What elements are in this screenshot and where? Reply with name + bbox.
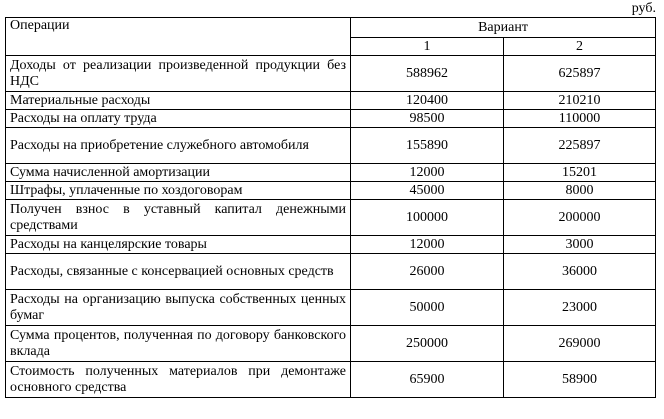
table-row	[6, 164, 656, 182]
table-row	[6, 236, 656, 254]
variant-2-value: 58900	[504, 362, 656, 398]
table-row	[6, 128, 656, 164]
header-variant-1: 1	[351, 38, 504, 56]
table-row	[6, 182, 656, 200]
table-row	[6, 56, 656, 92]
operation-cell: Расходы на приобретение служебного автомобиля	[6, 128, 351, 164]
operation-cell: Расходы на оплату труда	[6, 110, 351, 128]
variant-2-value: 23000	[504, 290, 656, 326]
currency-unit: руб.	[631, 1, 656, 16]
operation-cell: Расходы, связанные с консервацией основных средств	[6, 254, 351, 290]
operation-cell: Расходы на канцелярские товары	[6, 236, 351, 254]
header-variant-2: 2	[504, 38, 656, 56]
operation-cell: Получен взнос в уставный капитал денежными средствами	[6, 200, 351, 236]
table-row	[6, 110, 656, 128]
table-row	[6, 326, 656, 362]
variant-2-value: 110000	[504, 110, 656, 128]
variant-1-value: 155890	[351, 128, 504, 164]
variant-2-value: 269000	[504, 326, 656, 362]
operation-cell: Доходы от реализации произведенной продукции без НДС	[6, 56, 351, 92]
table-row	[6, 290, 656, 326]
operation-cell: Сумма процентов, полученная по договору банковского вклада	[6, 326, 351, 362]
variant-1-value: 12000	[351, 236, 504, 254]
variant-2-value: 625897	[504, 56, 656, 92]
operation-cell: Расходы на организацию выпуска собственных ценных бумаг	[6, 290, 351, 326]
table-row	[6, 362, 656, 398]
variant-1-value: 100000	[351, 200, 504, 236]
variant-1-value: 50000	[351, 290, 504, 326]
operation-cell: Стоимость полученных материалов при демонтаже основного средства	[6, 362, 351, 398]
variant-1-value: 12000	[351, 164, 504, 182]
header-variant: Вариант	[351, 18, 656, 38]
operation-cell: Сумма начисленной амортизации	[6, 164, 351, 182]
operation-cell: Материальные расходы	[6, 92, 351, 110]
operation-cell: Штрафы, уплаченные по хоздоговорам	[6, 182, 351, 200]
variant-1-value: 26000	[351, 254, 504, 290]
table-row	[6, 254, 656, 290]
table-row	[6, 92, 656, 110]
variant-2-value: 210210	[504, 92, 656, 110]
variant-2-value: 200000	[504, 200, 656, 236]
variant-1-value: 65900	[351, 362, 504, 398]
variant-2-value: 8000	[504, 182, 656, 200]
variant-2-value: 225897	[504, 128, 656, 164]
variant-2-value: 36000	[504, 254, 656, 290]
operations-table	[5, 17, 656, 398]
header-operations: Операции	[6, 18, 351, 56]
table-row	[6, 200, 656, 236]
variant-1-value: 120400	[351, 92, 504, 110]
variant-1-value: 98500	[351, 110, 504, 128]
variant-2-value: 15201	[504, 164, 656, 182]
variant-1-value: 588962	[351, 56, 504, 92]
variant-1-value: 250000	[351, 326, 504, 362]
variant-2-value: 3000	[504, 236, 656, 254]
variant-1-value: 45000	[351, 182, 504, 200]
